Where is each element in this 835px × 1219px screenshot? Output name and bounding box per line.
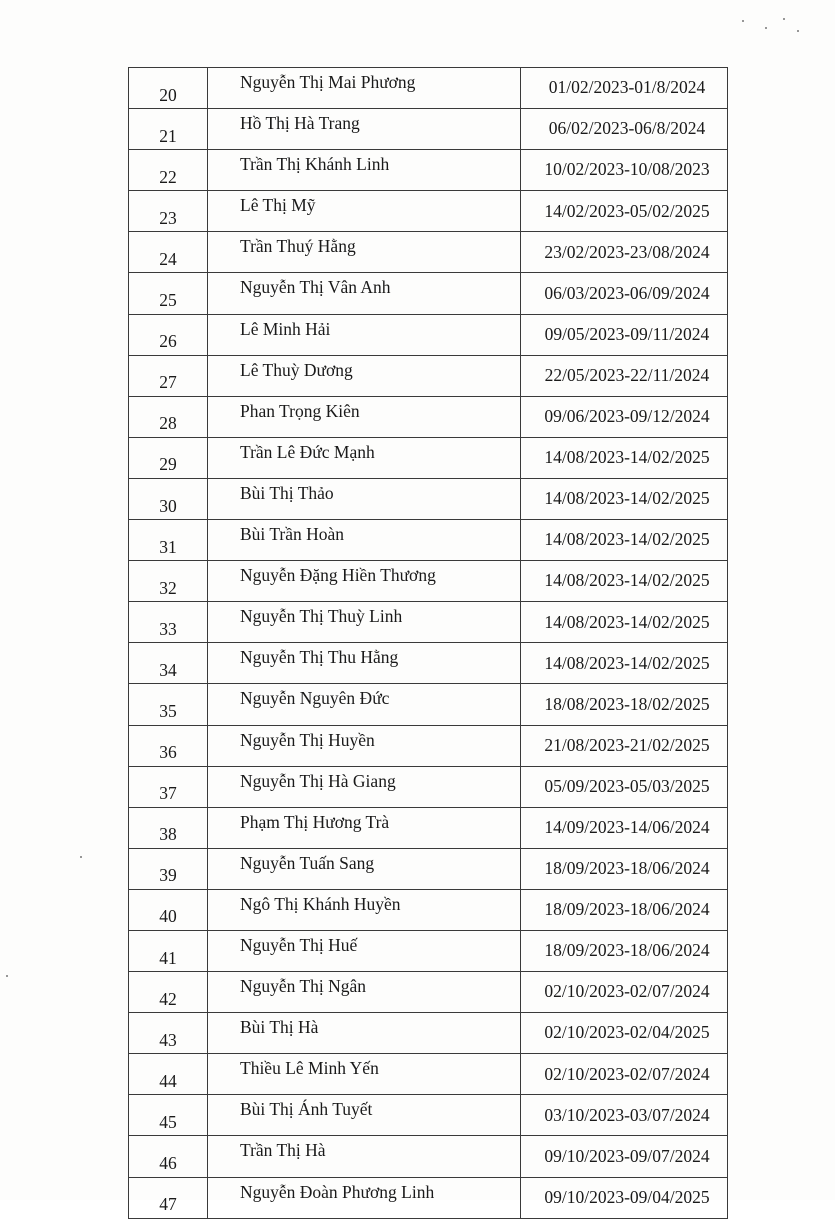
employee-name: Ngô Thị Khánh Huyền: [208, 889, 521, 930]
row-number: 20: [129, 68, 208, 109]
row-number: 27: [129, 355, 208, 396]
row-number: 39: [129, 848, 208, 889]
row-number: 33: [129, 602, 208, 643]
table-row: [129, 807, 728, 848]
employee-name: Nguyễn Thị Huế: [208, 930, 521, 971]
employee-name: Nguyễn Thị Thuỳ Linh: [208, 602, 521, 643]
table-row: [129, 930, 728, 971]
employment-period: 18/09/2023-18/06/2024: [521, 889, 728, 930]
employment-period: 14/08/2023-14/02/2025: [521, 478, 728, 519]
employee-name: Nguyễn Đặng Hiền Thương: [208, 561, 521, 602]
employment-period: 02/10/2023-02/07/2024: [521, 972, 728, 1013]
employee-name: Bùi Thị Hà: [208, 1013, 521, 1054]
employment-period: 14/08/2023-14/02/2025: [521, 520, 728, 561]
employee-name: Nguyễn Thị Hà Giang: [208, 766, 521, 807]
table-row: [129, 725, 728, 766]
employment-period: 09/05/2023-09/11/2024: [521, 314, 728, 355]
employee-name: Lê Minh Hải: [208, 314, 521, 355]
employment-period: 14/08/2023-14/02/2025: [521, 602, 728, 643]
table-row: [129, 684, 728, 725]
table-row: [129, 396, 728, 437]
employment-period: 01/02/2023-01/8/2024: [521, 68, 728, 109]
table-row: [129, 355, 728, 396]
table-row: [129, 561, 728, 602]
employee-name: Nguyễn Thị Vân Anh: [208, 273, 521, 314]
table-row: [129, 314, 728, 355]
employee-name: Phạm Thị Hương Trà: [208, 807, 521, 848]
row-number: 30: [129, 478, 208, 519]
row-number: 38: [129, 807, 208, 848]
table-row: [129, 766, 728, 807]
row-number: 40: [129, 889, 208, 930]
row-number: 44: [129, 1054, 208, 1095]
employment-period: 14/02/2023-05/02/2025: [521, 191, 728, 232]
employment-period: 10/02/2023-10/08/2023: [521, 150, 728, 191]
employee-name: Lê Thuỳ Dương: [208, 355, 521, 396]
employment-period: 09/10/2023-09/07/2024: [521, 1136, 728, 1177]
employee-name: Phan Trọng Kiên: [208, 396, 521, 437]
employment-period: 02/10/2023-02/04/2025: [521, 1013, 728, 1054]
employment-period: 14/08/2023-14/02/2025: [521, 643, 728, 684]
row-number: 46: [129, 1136, 208, 1177]
table-row: [129, 643, 728, 684]
row-number: 43: [129, 1013, 208, 1054]
employee-name: Nguyễn Đoàn Phương Linh: [208, 1177, 521, 1218]
employment-period: 21/08/2023-21/02/2025: [521, 725, 728, 766]
table-row: [129, 1054, 728, 1095]
employment-period: 18/08/2023-18/02/2025: [521, 684, 728, 725]
employment-period: 05/09/2023-05/03/2025: [521, 766, 728, 807]
row-number: 21: [129, 109, 208, 150]
employee-name: Thiều Lê Minh Yến: [208, 1054, 521, 1095]
scan-speck: [783, 18, 785, 20]
row-number: 37: [129, 766, 208, 807]
employment-period: 22/05/2023-22/11/2024: [521, 355, 728, 396]
row-number: 25: [129, 273, 208, 314]
employee-name: Trần Thị Khánh Linh: [208, 150, 521, 191]
row-number: 36: [129, 725, 208, 766]
table-row: [129, 437, 728, 478]
row-number: 42: [129, 972, 208, 1013]
employee-name: Nguyễn Thị Huyền: [208, 725, 521, 766]
row-number: 31: [129, 520, 208, 561]
row-number: 45: [129, 1095, 208, 1136]
employee-name: Nguyễn Thị Ngân: [208, 972, 521, 1013]
row-number: 22: [129, 150, 208, 191]
row-number: 32: [129, 561, 208, 602]
scan-speck: [742, 20, 744, 22]
table-row: [129, 889, 728, 930]
employment-period: 14/09/2023-14/06/2024: [521, 807, 728, 848]
employee-name: Bùi Thị Thảo: [208, 478, 521, 519]
employee-name: Trần Thị Hà: [208, 1136, 521, 1177]
employee-name: Nguyễn Thị Thu Hằng: [208, 643, 521, 684]
employment-period: 14/08/2023-14/02/2025: [521, 561, 728, 602]
row-number: 29: [129, 437, 208, 478]
row-number: 34: [129, 643, 208, 684]
table-row: [129, 191, 728, 232]
employee-name: Bùi Thị Ánh Tuyết: [208, 1095, 521, 1136]
row-number: 26: [129, 314, 208, 355]
employee-name: Nguyễn Tuấn Sang: [208, 848, 521, 889]
employment-period: 03/10/2023-03/07/2024: [521, 1095, 728, 1136]
row-number: 28: [129, 396, 208, 437]
employment-period: 09/06/2023-09/12/2024: [521, 396, 728, 437]
table-row: [129, 1013, 728, 1054]
row-number: 35: [129, 684, 208, 725]
row-number: 47: [129, 1177, 208, 1218]
scan-speck: [6, 975, 8, 977]
table-row: [129, 68, 728, 109]
table-row: [129, 972, 728, 1013]
row-number: 23: [129, 191, 208, 232]
employment-period: 14/08/2023-14/02/2025: [521, 437, 728, 478]
employee-name: Hồ Thị Hà Trang: [208, 109, 521, 150]
table-row: [129, 150, 728, 191]
scan-speck: [797, 30, 799, 32]
employment-period: 06/02/2023-06/8/2024: [521, 109, 728, 150]
roster-body: [129, 68, 728, 1219]
table-row: [129, 478, 728, 519]
scan-speck: [80, 856, 82, 858]
employee-name: Nguyễn Nguyên Đức: [208, 684, 521, 725]
scan-speck: [765, 27, 767, 29]
employee-name: Trần Lê Đức Mạnh: [208, 437, 521, 478]
table-row: [129, 602, 728, 643]
employment-period: 09/10/2023-09/04/2025: [521, 1177, 728, 1218]
employment-period: 18/09/2023-18/06/2024: [521, 930, 728, 971]
table-row: [129, 1095, 728, 1136]
employment-period: 23/02/2023-23/08/2024: [521, 232, 728, 273]
row-number: 24: [129, 232, 208, 273]
table-row: [129, 109, 728, 150]
table-row: [129, 232, 728, 273]
table-row: [129, 520, 728, 561]
employee-name: Lê Thị Mỹ: [208, 191, 521, 232]
employment-period: 06/03/2023-06/09/2024: [521, 273, 728, 314]
employment-period: 18/09/2023-18/06/2024: [521, 848, 728, 889]
table-row: [129, 848, 728, 889]
employment-period: 02/10/2023-02/07/2024: [521, 1054, 728, 1095]
row-number: 41: [129, 930, 208, 971]
employee-name: Nguyễn Thị Mai Phương: [208, 68, 521, 109]
table-row: [129, 1177, 728, 1218]
employee-name: Trần Thuý Hằng: [208, 232, 521, 273]
table-row: [129, 1136, 728, 1177]
table-row: [129, 273, 728, 314]
staff-roster-table: [128, 67, 728, 1219]
employee-name: Bùi Trần Hoàn: [208, 520, 521, 561]
